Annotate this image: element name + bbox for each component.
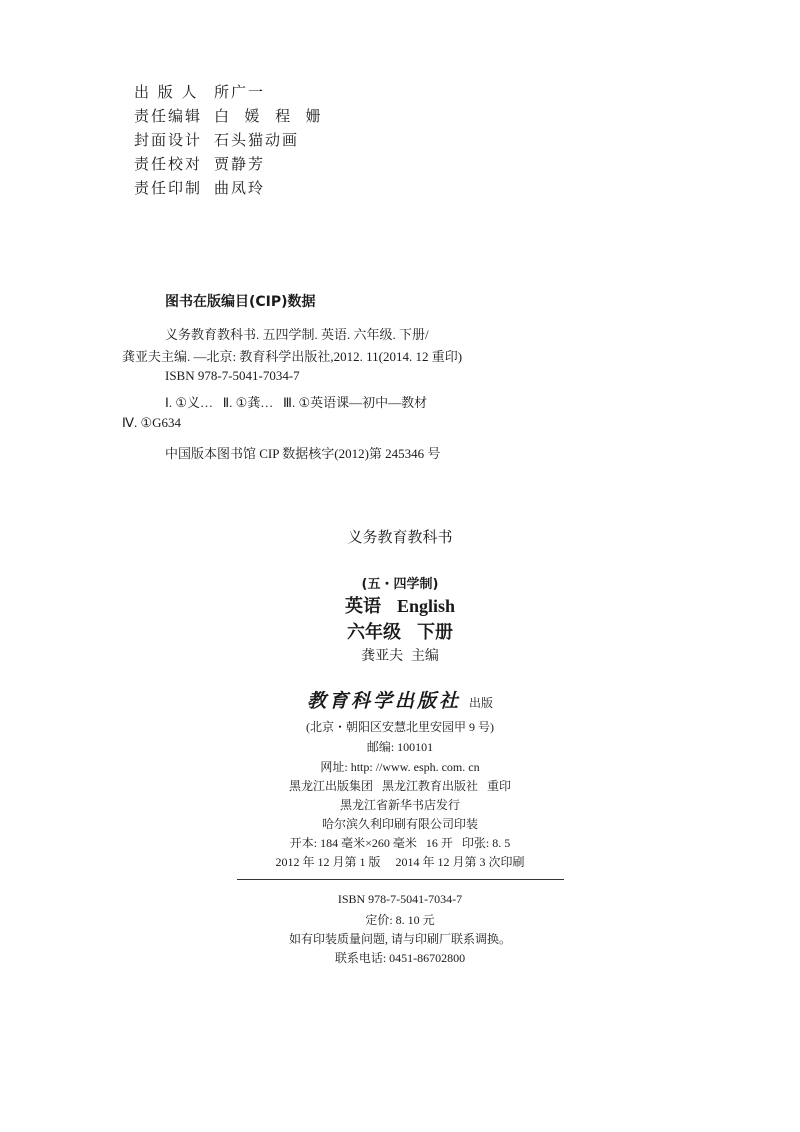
staff-role: 责任编辑 <box>134 107 203 125</box>
reprint-info: 黑龙江出版集团 黑龙江教育出版社 重印 <box>288 779 511 793</box>
grade-title <box>0 618 800 644</box>
edition-label: (五・四学制) <box>361 577 439 592</box>
distributor: 黑龙江省新华书店发行 <box>339 798 460 812</box>
website: 网址: http: //www. esph. com. cn <box>320 760 480 774</box>
publisher-address: (北京・朝阳区安慧北里安园甲 9 号) <box>306 720 494 734</box>
cip-line: ISBN 978-7-5041-7034-7 <box>165 368 300 383</box>
subject-en: English <box>396 596 456 616</box>
printing-info: 2012 年 12 月第 1 版 2014 年 12 月第 3 次印刷 <box>275 855 525 869</box>
quality-notice: 如有印装质量问题, 请与印刷厂联系调换。 <box>288 932 511 946</box>
staff-row-editor <box>134 104 323 128</box>
format-info: 开本: 184 毫米×260 毫米 16 开 印张: 8. 5 <box>289 836 511 850</box>
cip-line: 义务教育教科书. 五四学制. 英语. 六年级. 下册/ <box>165 327 429 342</box>
cip-line: Ⅰ. ①义… Ⅱ. ①龚… Ⅲ. ①英语课—初中—教材 <box>165 395 428 410</box>
printer: 哈尔滨久利印刷有限公司印装 <box>321 817 478 831</box>
staff-role: 出 版 人 <box>134 83 199 101</box>
staff-row-publisher <box>134 80 323 104</box>
staff-role: 封面设计 <box>134 131 203 149</box>
staff-row-printing <box>134 176 323 200</box>
cip-line: 中国版本图书馆 CIP 数据核字(2012)第 245346 号 <box>165 446 441 461</box>
volume-label: 下册 <box>417 622 453 643</box>
isbn: ISBN 978-7-5041-7034-7 <box>337 892 463 906</box>
divider <box>237 879 564 880</box>
editor-credit: 龚亚夫 主编 <box>361 647 439 663</box>
staff-name: 曲凤玲 <box>214 179 266 197</box>
cip-line: Ⅳ. ①G634 <box>122 415 182 430</box>
price: 定价: 8. 10 元 <box>365 913 435 927</box>
staff-credits <box>134 80 323 200</box>
staff-role: 责任印制 <box>134 179 203 197</box>
staff-name: 贾静芳 <box>214 155 266 173</box>
postcode: 邮编: 100101 <box>366 740 434 754</box>
contact-phone: 联系电话: 0451-86702800 <box>334 951 466 965</box>
subject-cn: 英语 <box>344 596 381 617</box>
staff-row-proofreader <box>134 152 323 176</box>
staff-name: 白 媛 程 姗 <box>214 107 323 125</box>
series-title: 义务教育教科书 <box>347 529 453 546</box>
grade-label: 六年级 <box>347 622 401 643</box>
staff-name: 石头猫动画 <box>214 131 300 149</box>
staff-row-cover-design <box>134 128 323 152</box>
cip-line: 龚亚夫主编. —北京: 教育科学出版社,2012. 11(2014. 12 重印) <box>122 349 463 364</box>
cip-title: 图书在版编目(CIP)数据 <box>165 294 316 310</box>
staff-name: 所广一 <box>214 83 266 101</box>
subject-title <box>0 592 800 618</box>
publisher-suffix: 出版 <box>469 696 494 710</box>
staff-role: 责任校对 <box>134 155 203 173</box>
publisher-logo: 教育科学出版社 <box>306 690 461 712</box>
publisher-line <box>0 686 800 713</box>
